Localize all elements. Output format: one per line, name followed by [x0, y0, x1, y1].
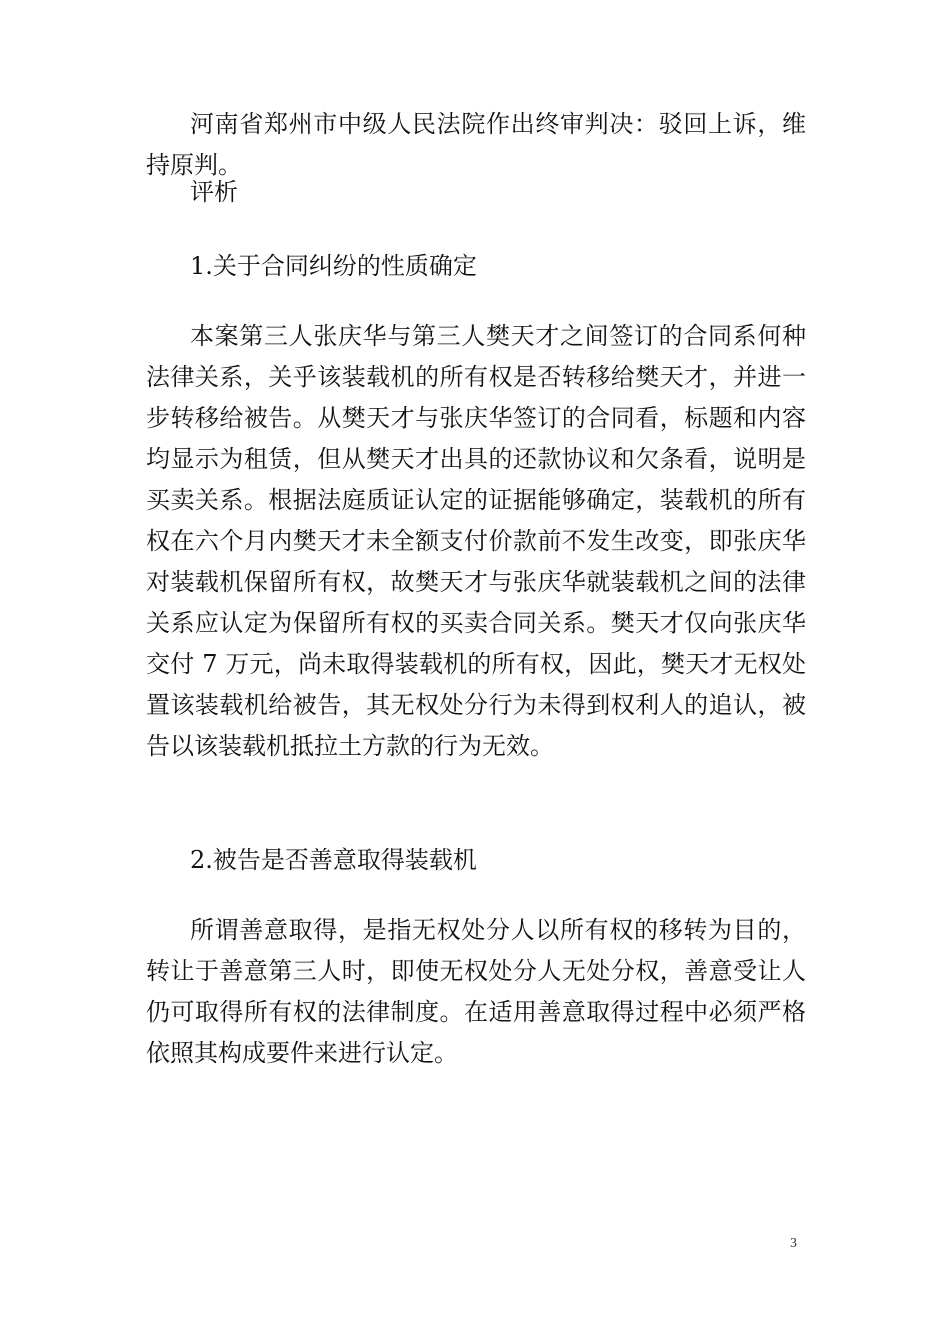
subheading-good-faith-acquisition: 2.被告是否善意取得装载机	[190, 846, 477, 874]
subheading-contract-nature: 1.关于合同纠纷的性质确定	[190, 252, 477, 280]
paragraph-contract-analysis: 本案第三人张庆华与第三人樊天才之间签订的合同系何种法律关系，关乎该装载机的所有权是否转移给樊天才，并进一步转移给被告。从樊天才与张庆华签订的合同看，标题和内容均显示为租赁，但从樊天才出具的还款协议和欠条看，说明是买卖关系。根据法庭质证认定的证据能够确定，装载机的所有权在六个月内樊天才未全额支付价款前不发生改变，即张庆华对装载机保留所有权，故樊天才与张庆华就装载机之间的法律关系应认定为保留所有权的买卖合同关系。樊天才仅向张庆华交付 7 万元，尚未取得装载机的所有权，因此，樊天才无权处置该装载机给被告，其无权处分行为未得到权利人的追认，被告以该装载机抵拉土方款的行为无效。	[146, 322, 806, 760]
paragraph-final-judgment: 河南省郑州市中级人民法院作出终审判决：驳回上诉，维持原判。	[146, 110, 806, 179]
paragraph-good-faith-definition: 所谓善意取得，是指无权处分人以所有权的移转为目的，转让于善意第三人时，即使无权处分人无处分权，善意受让人仍可取得所有权的法律制度。在适用善意取得过程中必须严格依照其构成要件来进行认定。	[146, 916, 806, 1067]
section-heading-analysis: 评析	[190, 178, 238, 206]
page-number: 3	[790, 1236, 797, 1251]
